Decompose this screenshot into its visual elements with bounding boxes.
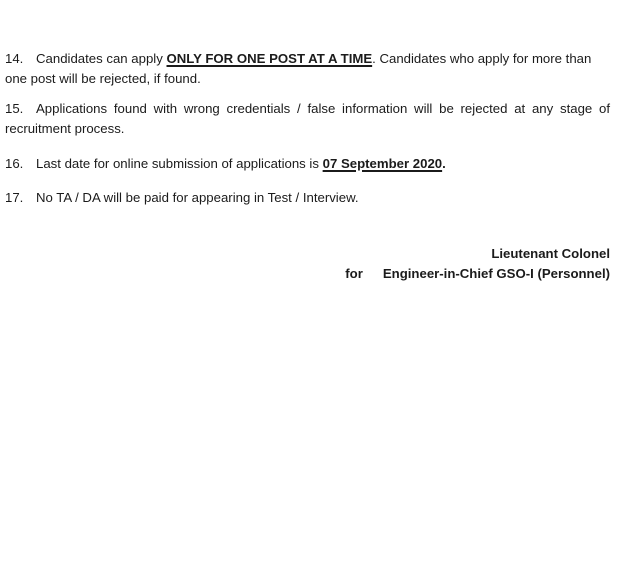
list-item-17 bbox=[5, 188, 610, 208]
item-text: No TA / DA will be paid for appearing in Test / Interview. bbox=[36, 190, 359, 205]
signature-block bbox=[5, 244, 610, 284]
item-number: 14. bbox=[5, 51, 24, 66]
signature-for-prefix: for bbox=[345, 266, 363, 281]
item-number: 17. bbox=[5, 190, 24, 205]
signature-title: Engineer-in-Chief GSO-I (Personnel) bbox=[382, 266, 610, 281]
item-text-bold: . bbox=[442, 156, 446, 171]
item-text: . Candidates who apply for more than one post will be rejected, if found. bbox=[5, 51, 592, 86]
item-text: Last date for online submission of applications is bbox=[36, 156, 323, 171]
signature-rank: Lieutenant Colonel bbox=[491, 246, 610, 261]
item-number: 15. bbox=[5, 101, 24, 116]
item-emphasis-bold-underline: 07 September 2020 bbox=[322, 156, 443, 171]
item-number: 16. bbox=[5, 156, 24, 171]
item-text: Applications found with wrong credentials / false information will be rejected at any stage of recruitment process. bbox=[5, 101, 610, 136]
signature-designation bbox=[5, 264, 610, 284]
list-item-14 bbox=[5, 49, 610, 89]
list-item-15 bbox=[5, 99, 610, 139]
item-text: Candidates can apply bbox=[36, 51, 167, 66]
list-item-16 bbox=[5, 154, 610, 174]
item-emphasis-bold-underline: ONLY FOR ONE POST AT A TIME bbox=[166, 51, 373, 66]
